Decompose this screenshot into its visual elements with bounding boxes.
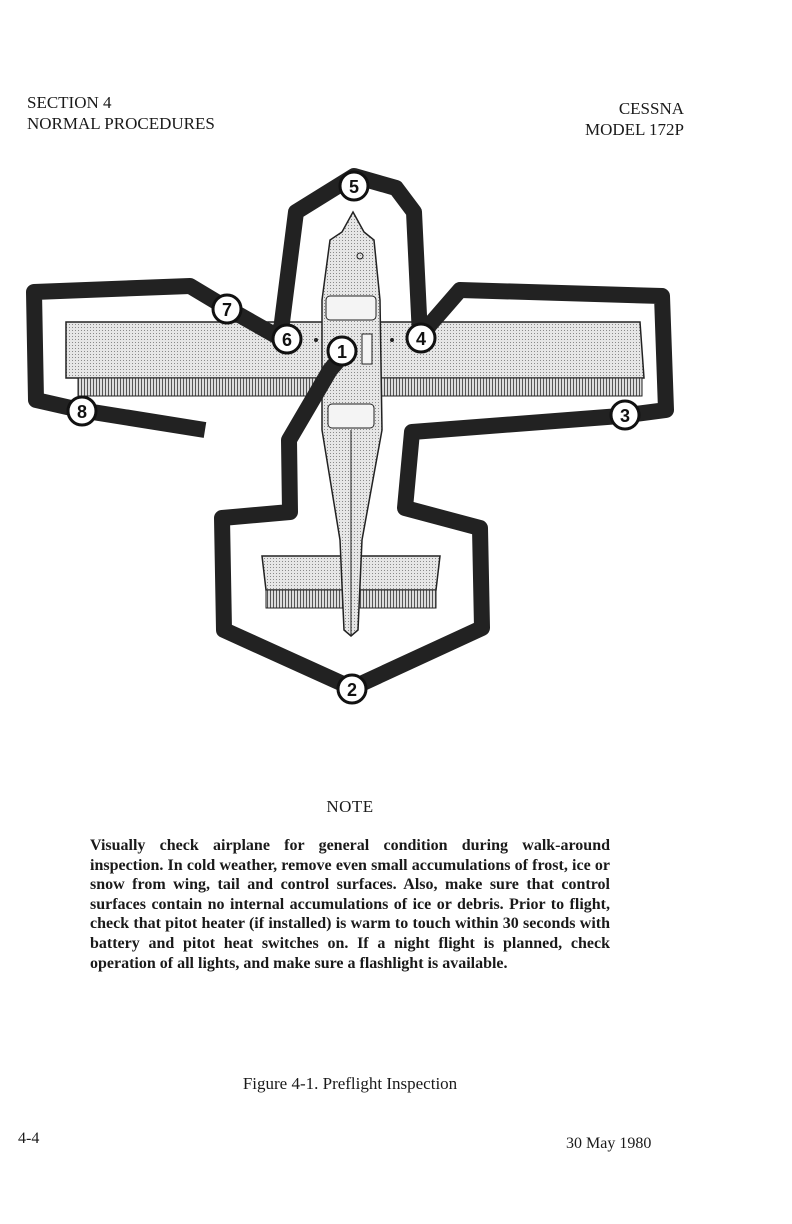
station-3-marker	[611, 401, 639, 429]
station-4-marker	[407, 324, 435, 352]
windshield	[326, 296, 376, 320]
station-2-label: 2	[346, 680, 358, 700]
station-6-marker	[273, 325, 301, 353]
station-1-label: 1	[336, 342, 348, 362]
section-title: NORMAL PROCEDURES	[27, 114, 215, 133]
revision-date: 30 May 1980	[566, 1135, 652, 1152]
page-number: 4-4	[18, 1130, 40, 1147]
station-2-marker	[338, 675, 366, 703]
fuel-gauge-panel	[362, 334, 372, 364]
station-1-marker	[328, 337, 356, 365]
station-8-label: 8	[76, 402, 88, 422]
station-5-label: 5	[348, 177, 360, 197]
station-7-label: 7	[221, 300, 233, 320]
left-aileron-flap	[78, 378, 328, 396]
preflight-inspection-diagram	[0, 160, 792, 720]
model-header	[585, 98, 684, 140]
station-6-label: 6	[281, 330, 293, 350]
rear-window	[328, 404, 374, 428]
station-7-marker	[213, 295, 241, 323]
section-number: SECTION 4	[27, 93, 112, 112]
station-4-label: 4	[415, 329, 427, 349]
right-aileron-flap	[380, 378, 642, 396]
station-8-marker	[68, 397, 96, 425]
manufacturer-name: CESSNA	[618, 99, 684, 118]
note-title: NOTE	[326, 797, 374, 816]
note-body: Visually check airplane for general condition during walk-around inspection. In cold weather, remove even small accumulations of frost, ice or snow from wing, tail and control surfaces. Also, make sure that control surfaces contain no internal accumulations of ice or debris. Prior to flight, check that pitot heater (if installed) is warm to touch within 30 seconds with battery and pitot heat switches on. If a night flight is planned, check operation of all lights, and make sure a flashlight is available.	[90, 837, 610, 972]
station-3-label: 3	[619, 406, 631, 426]
figure-caption: Figure 4-1. Preflight Inspection	[242, 1074, 458, 1093]
section-header	[27, 92, 215, 134]
station-5-marker	[340, 172, 368, 200]
model-name: MODEL 172P	[584, 120, 684, 139]
